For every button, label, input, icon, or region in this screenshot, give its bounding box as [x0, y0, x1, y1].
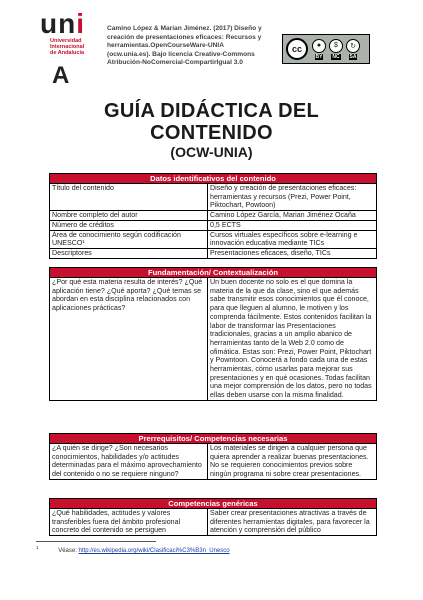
- row-label: Número de créditos: [50, 220, 208, 230]
- row-label: Área de conocimiento según codificación UNESCO¹: [50, 230, 208, 248]
- answer-cell: Un buen docente no solo es el que domina la materia de la que da clase, sino el que además sabe transmitir esos conocimientos que él conoce, para que lleguen al alumno, le motiven y los comprenda fácilmente. Estos contenidos facilitan la labor de transformar las Presentaciones tradicionales, gracias a un amplio abanico de herramientas tanto de la Web 2.0 como de ofimática. Estas son: Prezi, Power Point, Piktochart y Powntoon. Conocerá a fondo cada una de estas herramientas, cómo usarlas para mejorar sus presentaciones y en qué ocasiones. Todas facilitan una mejor comprensión de los datos, pero no todas ellas deben usarse con la misma finalidad.: [208, 278, 377, 401]
- section-header-fundamentacion: Fundamentación/ Contextualización: [50, 268, 377, 278]
- question-cell: ¿Por qué esta materia resulta de interés? ¿Qué aplicación tiene? ¿Qué aporta? ¿Qué temas se abordan en esta disciplina relacionados con aplicaciones prácticas?: [50, 278, 208, 401]
- footnote-link[interactable]: http://es.wikipedia.org/wiki/Clasificaci%C3%B3n_Unesco: [78, 548, 230, 554]
- row-label: Título del contenido: [50, 184, 208, 211]
- sa-share-icon: ↻ SA: [346, 39, 360, 60]
- table-row: [50, 278, 377, 401]
- row-label: Nombre completo del autor: [50, 211, 208, 221]
- table-row: [50, 248, 377, 258]
- row-value: 0,5 ECTS: [208, 220, 377, 230]
- prerrequisitos-table: [49, 433, 377, 480]
- row-label: Descriptores: [50, 248, 208, 258]
- table-row: [50, 230, 377, 248]
- unia-logo: [40, 8, 104, 89]
- by-person-icon: ● BY: [312, 39, 326, 60]
- table-row: [50, 184, 377, 211]
- footnote: $^1$ Véase: http://es.wikipedia.org/wiki/Clasificaci%C3%B3n_Unesco: [36, 545, 230, 554]
- creative-commons-badge[interactable]: [282, 34, 370, 64]
- question-cell: ¿Qué habilidades, actitudes y valores transferibles fuera del ámbito profesional concreto del contenido se persiguen: [50, 509, 208, 536]
- logo-subtitle: Universidad Internacional de Andalucía: [50, 38, 85, 56]
- competencias-table: [49, 498, 377, 536]
- row-value: Cursos virtuales específicos sobre e-learning e innovación educativa mediante TICs: [208, 230, 377, 248]
- footnote-divider: [36, 541, 156, 542]
- question-cell: ¿A quién se dirige? ¿Son necesarios conocimientos, habilidades y/o actitudes determinadas para el máximo aprovechamiento del contenido o no se requiere ninguno?: [50, 444, 208, 480]
- citation-header: Camino López & Marian Jiménez. (2017) Diseño y creación de presentaciones eficaces: Recursos y herramientas.OpenCourseWare-UNIA (ocw.unia.es). Bajo licencia Creative-Commons Atribución-NoComercial-CompartirIgual 3.0: [107, 25, 262, 67]
- page-subtitle: (OCW-UNIA): [170, 144, 253, 160]
- answer-cell: Saber crear presentaciones atractivas a través de diferentes herramientas digitales, para favorecer la atención y comprensión del público: [208, 509, 377, 536]
- table-row: [50, 211, 377, 221]
- row-value: Camino López García, Marian Jiménez Ocaña: [208, 211, 377, 221]
- table-row: [50, 509, 377, 536]
- nc-dollar-icon: $ NC: [329, 39, 343, 60]
- fundamentacion-table: [49, 267, 377, 401]
- table-row: [50, 220, 377, 230]
- cc-icon: cc: [286, 38, 308, 60]
- answer-cell: Los materiales se dirigen a cualquier persona que quiera aprender a realizar buenas presentaciones. No se requieren conocimientos previos sobre ningún programa ni sobre crear presentaciones.: [208, 444, 377, 480]
- page-title: GUÍA DIDÁCTICA DEL CONTENIDO: [103, 100, 320, 144]
- row-value: Presentaciones eficaces, diseño, TICs: [208, 248, 377, 258]
- section-header-datos: Datos identificativos del contenido: [50, 174, 377, 184]
- section-header-prerrequisitos: Prerrequisitos/ Competencias necesarias: [50, 434, 377, 444]
- table-row: [50, 444, 377, 480]
- logo-letter: A: [52, 62, 70, 89]
- logo-top-text: uni: [40, 8, 85, 39]
- section-header-competencias: Competencias genéricas: [50, 499, 377, 509]
- datos-table: [49, 173, 377, 259]
- row-value: Diseño y creación de presentaciones eficaces: herramientas y recursos (Prezi, Power Point, Piktochart, Powtoon): [208, 184, 377, 211]
